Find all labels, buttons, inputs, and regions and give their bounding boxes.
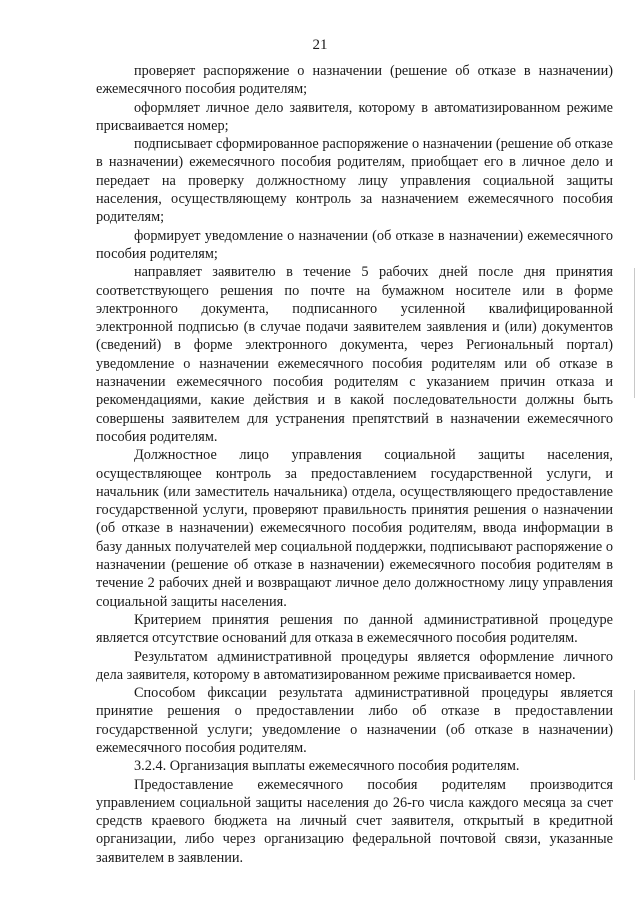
paragraph-payment-provision: Предоставление ежемесячного пособия родителям производится управлением социальной защиты населения до 26-го числа каждого месяца за счет средств краевого бюджета на личный счет заявителя, открытый в кредитной организации, либо через организацию федеральной почтовой связи, указанные заявителем в заявлении. [96, 776, 613, 866]
document-body [96, 62, 613, 867]
paragraph-form-notice: формирует уведомление о назначении (об отказе в назначении) ежемесячного пособия родителям; [96, 227, 613, 262]
page-number: 21 [312, 37, 328, 53]
section-heading-3-2-4: 3.2.4. Организация выплаты ежемесячного пособия родителям. [134, 758, 520, 775]
paragraph-sign-order: подписывает сформированное распоряжение о назначении (решение об отказе в назначении) ежемесячного пособия родителям, приобщает его в личное дело и передает на проверку должностному лицу управления социальной защиты населения, осуществляющему контроль за назначением ежемесячного пособия родителям; [96, 136, 613, 226]
paragraph-send-notice: направляет заявителю в течение 5 рабочих дней после дня принятия соответствующего решения по почте на бумажном носителе или в форме электронного документа, подписанного усиленной квалифицированной электронной подписью (в случае подачи заявителем заявления и (или) документов (сведений) в форме электронного документа, через Региональный портал) уведомление о назначении ежемесячного пособия родителям или об отказе в назначении ежемесячного пособия родителям с указанием причин отказа и рекомендациями, какие действия и в какой последовательности должны быть совершены заявителем для устранения препятствий в назначении ежемесячного пособия родителям. [96, 264, 613, 445]
scan-edge-mark [634, 690, 635, 780]
paragraph-check-order: проверяет распоряжение о назначении (решение об отказе в назначении) ежемесячного пособия родителям; [96, 63, 613, 98]
paragraph-decision-criterion: Критерием принятия решения по данной административной процедуре является отсутствие оснований для отказа в ежемесячного пособия родителям. [96, 611, 613, 647]
paragraph-fixation-method: Способом фиксации результата административной процедуры является принятие решения о предоставлении либо об отказе в предоставлении государственной услуги; уведомление о назначении (об отказе в назначении) ежемесячного пособия родителям. [96, 685, 613, 756]
paragraph-official-control: Должностное лицо управления социальной защиты населения, осуществляющее контроль за предоставлением государственной услуги, и начальник (или заместитель начальника) отдела, осуществляющего предоставление государственной услуги, проверяют правильность принятия решения о назначении (об отказе в назначении) ежемесячного пособия родителям, ввода информации в базу данных получателей мер социальной поддержки, подписывают распоряжение о назначении (решение об отказе в назначении) ежемесячного пособия родителям в течение 2 рабочих дней и возвращают личное дело должностному лицу управления социальной защиты населения. [96, 447, 613, 610]
paragraph-procedure-result: Результатом административной процедуры является оформление личного дела заявителя, которому в автоматизированном режиме присваивается номер. [96, 648, 613, 683]
paragraph-personal-file: оформляет личное дело заявителя, которому в автоматизированном режиме присваивается номер; [96, 99, 613, 134]
scan-edge-mark [634, 268, 635, 398]
